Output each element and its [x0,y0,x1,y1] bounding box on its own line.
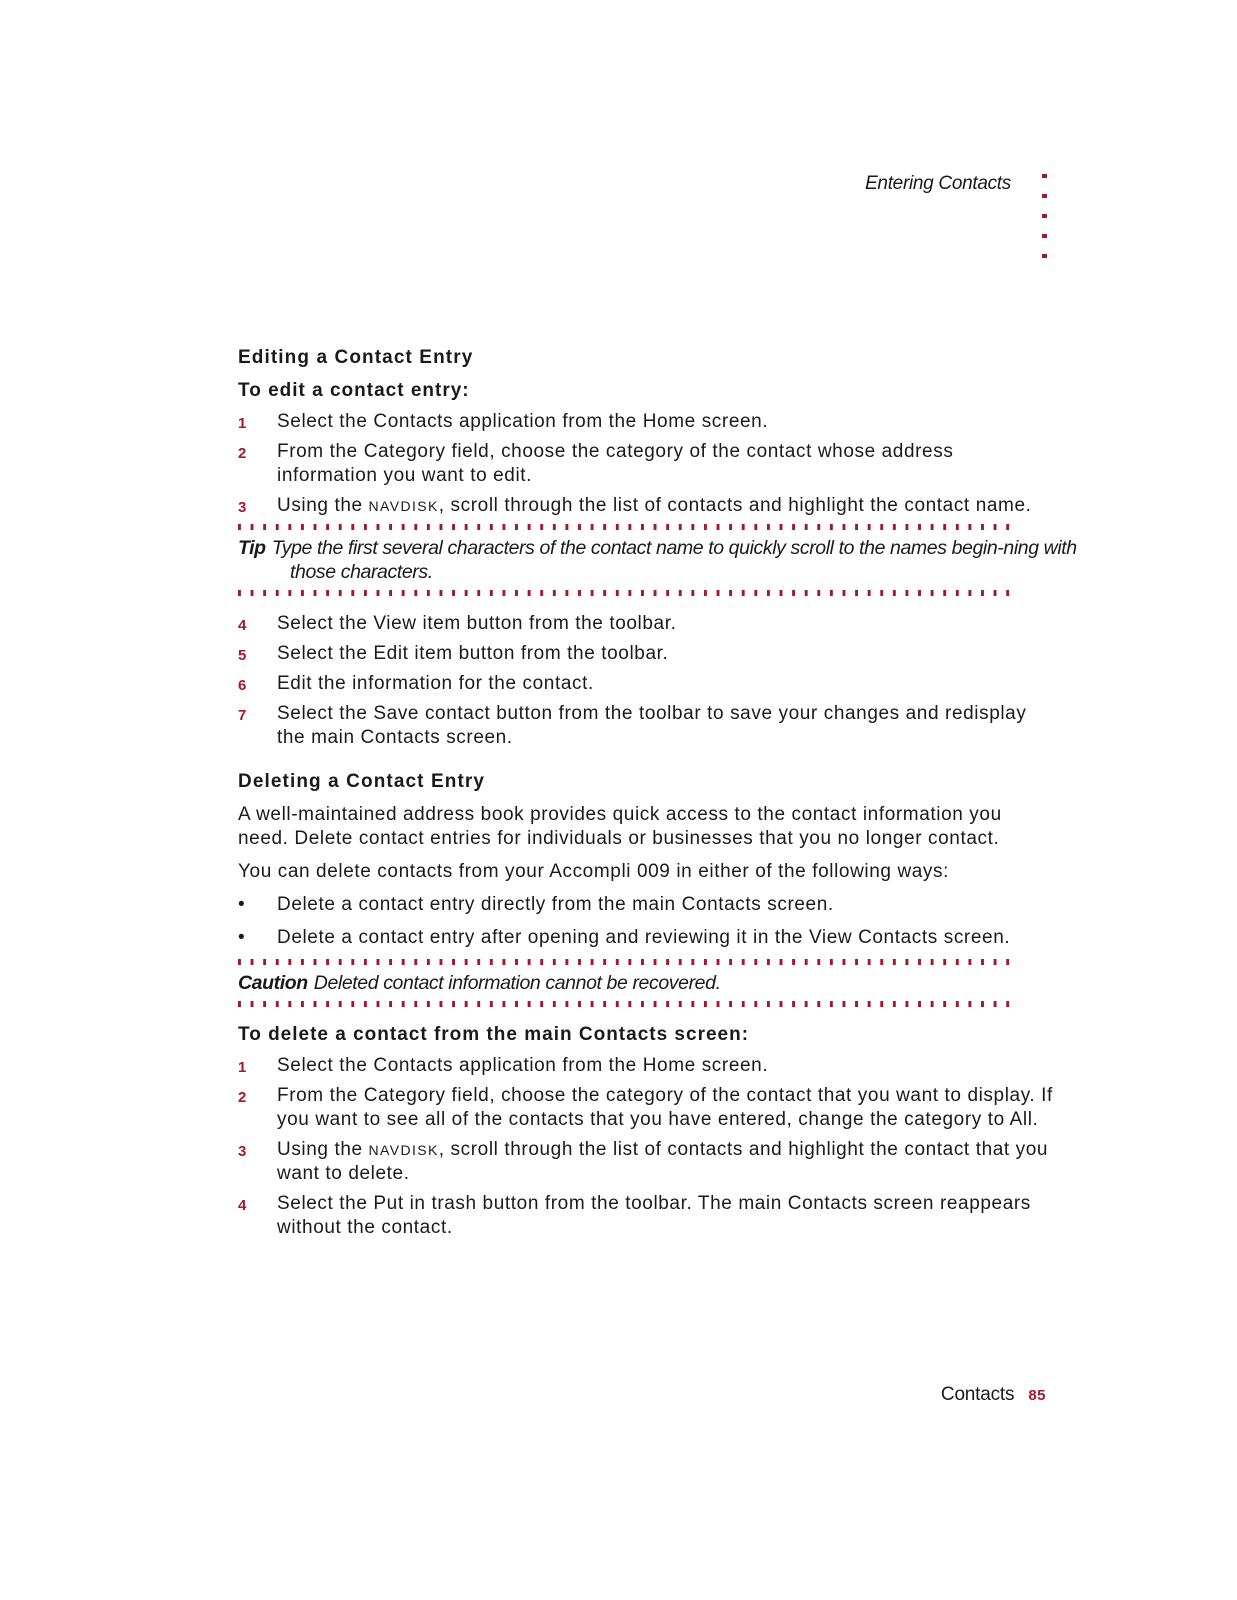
tip-label: Tip [238,537,266,559]
caution-box [238,959,1016,1007]
page-content [238,346,1077,1246]
bullet-icon: • [238,927,246,948]
caution-label: Caution [238,972,308,994]
step-text: From the Category field, choose the category of the contact whose address information you want to edit. [277,441,954,486]
caution-content [238,971,1110,995]
edit-steps [238,410,1058,518]
margin-dot [1042,234,1047,238]
list-item [238,642,1058,666]
step-text: Select the View item button from the toolbar. [277,613,677,634]
step-text-pre: Using the [277,1139,369,1160]
running-head: Entering Contacts [865,173,1011,194]
list-item [238,494,1058,518]
list-item [238,410,1058,434]
step-text: Edit the information for the contact. [277,673,594,694]
margin-dot [1042,174,1047,178]
list-item [238,1084,1058,1132]
navdisk-term: NAVDISK [368,1142,439,1158]
step-number: 6 [238,677,247,694]
procedure-title-edit: To edit a contact entry: [238,380,470,401]
step-number: 2 [238,445,247,462]
step-text-pre: Using the [277,495,369,516]
delete-methods-list [238,893,1058,950]
bullet-text: Delete a contact entry directly from the main Contacts screen. [277,894,834,915]
page-footer [941,1384,1046,1406]
step-text: Select the Edit item button from the toolbar. [277,643,669,664]
list-item [238,926,1058,950]
list-item [238,1138,1058,1186]
step-number: 4 [238,1197,247,1214]
step-number: 7 [238,707,247,724]
list-item [238,440,1058,488]
step-number: 5 [238,647,247,664]
step-number: 1 [238,1059,247,1076]
section-heading-deleting: Deleting a Contact Entry [238,771,486,792]
step-text: From the Category field, choose the category of the contact that you want to display. If you want to see all of the contacts that you have entered, change the category to All. [277,1085,1053,1130]
navdisk-term: NAVDISK [368,498,439,514]
step-text: Select the Contacts application from the Home screen. [277,411,769,432]
list-item [238,893,1058,917]
bullet-icon: • [238,894,246,915]
step-text-post: , scroll through the list of contacts and highlight the contact that you want to delete. [277,1139,1049,1184]
procedure-title-delete: To delete a contact from the main Contacts screen: [238,1024,750,1045]
page-number: 85 [1028,1387,1046,1404]
footer-section: Contacts [940,1384,1015,1405]
caution-text: Deleted contact information cannot be recovered. [313,972,721,994]
bullet-text: Delete a contact entry after opening and reviewing it in the View Contacts screen. [277,927,1011,948]
tip-box [238,524,1077,596]
step-text: Select the Contacts application from the Home screen. [277,1055,769,1076]
step-text-post: , scroll through the list of contacts and highlight the contact name. [438,495,1032,516]
margin-dot [1042,214,1047,218]
list-item [238,702,1058,750]
list-item [238,612,1058,636]
list-item [238,1192,1058,1240]
step-number: 1 [238,415,247,432]
tip-text: Type the first several characters of the contact name to quickly scroll to the names begin-ning with those characters. [271,537,1077,583]
section-heading-editing: Editing a Contact Entry [238,347,474,368]
step-number: 4 [238,617,247,634]
margin-dot [1042,194,1047,198]
margin-decoration [1042,174,1048,274]
list-item [238,672,1058,696]
tip-content [238,536,1110,584]
delete-steps [238,1054,1058,1240]
step-number: 3 [238,1143,247,1160]
edit-steps-continued [238,612,1058,750]
list-item [238,1054,1058,1078]
step-text: Select the Save contact button from the toolbar to save your changes and redisplay the main Contacts screen. [277,703,1027,748]
step-number: 3 [238,499,247,516]
margin-dot [1042,254,1047,258]
body-paragraph: You can delete contacts from your Accompli 009 in either of the following ways: [238,861,950,882]
step-text: Select the Put in trash button from the toolbar. The main Contacts screen reappears without the contact. [277,1193,1031,1238]
body-paragraph: A well-maintained address book provides quick access to the contact information you need. Delete contact entries for individuals or businesses that you no longer contact. [238,804,1002,849]
step-number: 2 [238,1089,247,1106]
